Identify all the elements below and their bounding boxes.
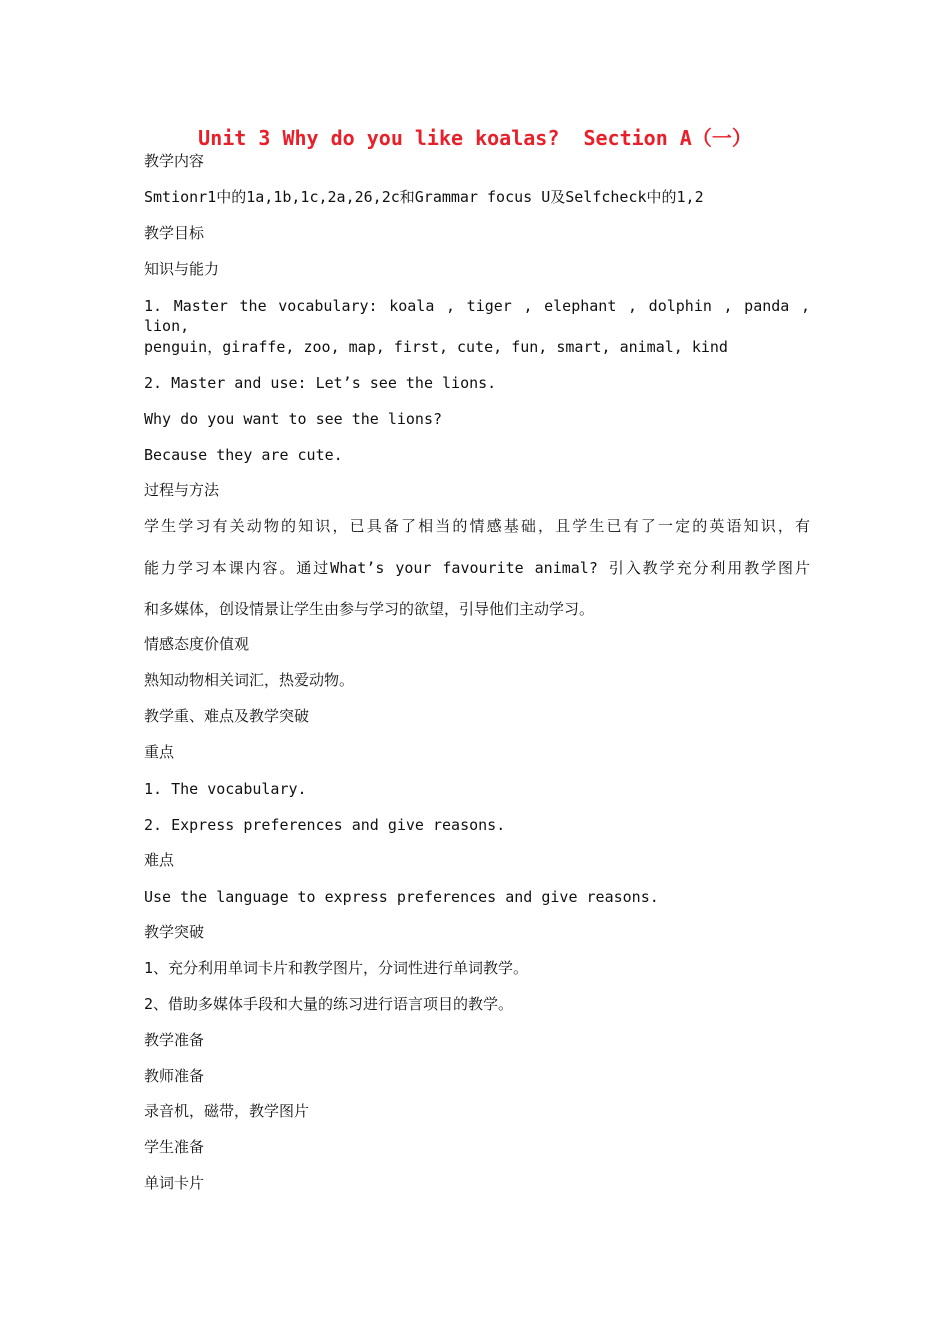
heading-key-points: 重点 [144, 743, 175, 761]
text-breakthrough-2: 2、借助多媒体手段和大量的练习进行语言项目的教学。 [144, 995, 514, 1013]
text-question: Why do you want to see the lions? [144, 410, 443, 428]
heading-difficult-points: 难点 [144, 851, 175, 869]
text-objective-1-cont: penguin，giraffe, zoo, map, first, cute, fun, smart, animal, kind [144, 338, 728, 356]
document-title: Unit 3 Why do you like koalas? Section A（一） [198, 126, 752, 150]
text-process-2: 能力学习本课内容。通过What’s your favourite animal? 引入教学充分利用教学图片 [144, 559, 810, 577]
text-key-point-2: 2. Express preferences and give reasons. [144, 816, 506, 834]
heading-key-difficult-points: 教学重、难点及教学突破 [144, 707, 310, 725]
text-answer: Because they are cute. [144, 446, 343, 464]
heading-teaching-content: 教学内容 [144, 152, 205, 170]
text-difficult-point: Use the language to express preferences and give reasons. [144, 888, 659, 906]
heading-preparation: 教学准备 [144, 1031, 205, 1049]
text-attitude-values: 熟知动物相关词汇，热爱动物。 [144, 671, 355, 689]
text-process-3: 和多媒体，创设情景让学生由参与学习的欲望，引导他们主动学习。 [144, 600, 595, 618]
heading-student-preparation: 学生准备 [144, 1138, 205, 1156]
text-teacher-preparation: 录音机，磁带，教学图片 [144, 1102, 310, 1120]
text-process-1: 学生学习有关动物的知识，已具备了相当的情感基础，且学生已有了一定的英语知识，有 [144, 517, 810, 535]
heading-knowledge-ability: 知识与能力 [144, 260, 220, 278]
text-objective-1: 1. Master the vocabulary: koala , tiger , elephant , dolphin , panda , lion, [144, 297, 810, 335]
text-key-point-1: 1. The vocabulary. [144, 780, 307, 798]
text-objective-2: 2. Master and use: Let’s see the lions. [144, 374, 497, 392]
heading-process-method: 过程与方法 [144, 481, 220, 499]
text-student-preparation: 单词卡片 [144, 1174, 205, 1192]
heading-breakthrough: 教学突破 [144, 923, 205, 941]
text-teaching-content: Smtionr1中的1a,1b,1c,2a,26,2c和Grammar focus U及Selfcheck中的1,2 [144, 188, 704, 206]
heading-attitude-values: 情感态度价值观 [144, 635, 250, 653]
heading-teaching-objectives: 教学目标 [144, 224, 205, 242]
text-breakthrough-1: 1、充分利用单词卡片和教学图片，分词性进行单词教学。 [144, 959, 529, 977]
heading-teacher-preparation: 教师准备 [144, 1067, 205, 1085]
